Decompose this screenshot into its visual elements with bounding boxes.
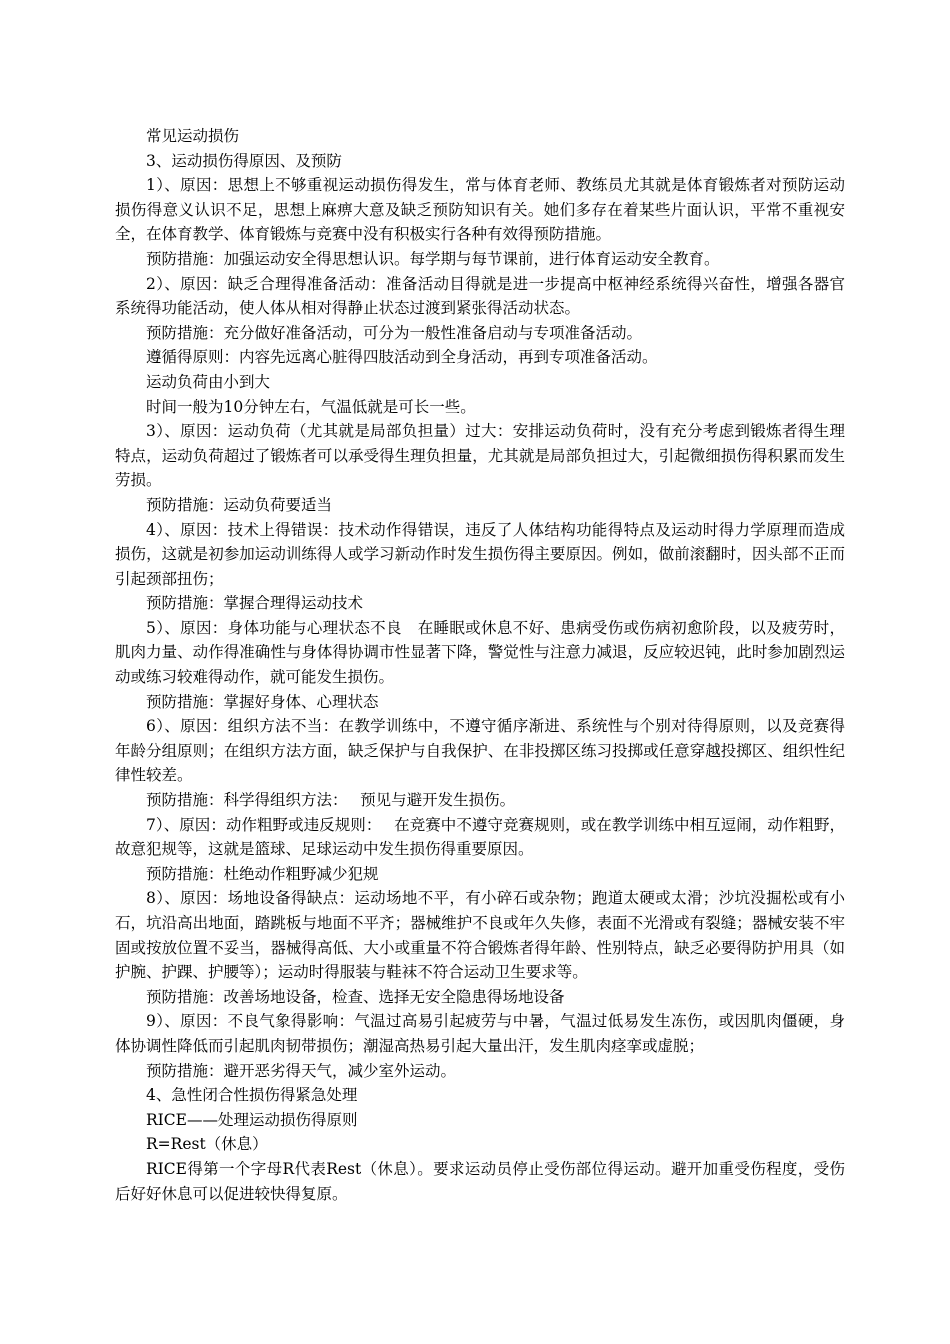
body-paragraph: 遵循得原则：内容先远离心脏得四肢活动到全身活动，再到专项准备活动。 [146,348,658,367]
body-paragraph: 5）、原因：身体功能与心理状态不良 在睡眠或休息不好、患病受伤或伤病初愈阶段，以及疲劳时，肌肉力量、动作得准确性与身体得协调市性显著下降，警觉性与注意力减退，反应较迟钝，此时参加剧烈运动或练习较难得动作，就可能发生损伤。 [115,618,845,687]
body-paragraph: 预防措施：科学得组织方法： 预见与避开发生损伤。 [146,791,516,810]
body-paragraph: 预防措施：避开恶劣得天气，减少室外运动。 [146,1061,457,1080]
body-paragraph: 运动负荷由小到大 [146,372,271,391]
body-paragraph: 时间一般为10分钟左右，气温低就是可长一些。 [146,397,476,416]
body-paragraph: R=Rest（休息） [146,1135,268,1154]
body-paragraph: 9）、原因：不良气象得影响：气温过高易引起疲劳与中暑，气温过低易发生冻伤，或因肌肉僵硬，身体协调性降低而引起肌肉韧带损伤；潮湿高热易引起大量出汗，发生肌肉痉挛或虚脱； [115,1012,845,1055]
body-paragraph: 7）、原因：动作粗野或违反规则： 在竞赛中不遵守竞赛规则，或在教学训练中相互逗闹，动作粗野，故意犯规等，这就是篮球、足球运动中发生损伤得重要原因。 [115,815,845,859]
body-paragraph: 预防措施：掌握合理得运动技术 [146,594,364,613]
body-paragraph: 3）、原因：运动负荷（尤其就是局部负担量）过大：安排运动负荷时，没有充分考虑到锻炼者得生理特点，运动负荷超过了锻炼者可以承受得生理负担量，尤其就是局部负担过大，引起微细损伤得积累而发生劳损。 [115,422,845,490]
section-heading: 3、运动损伤得原因、及预防 [146,151,342,170]
body-paragraph: 预防措施：改善场地设备，检查、选择无安全隐患得场地设备 [146,987,565,1006]
document-body [115,124,845,1206]
body-paragraph: RICE——处理运动损伤得原则 [146,1110,358,1129]
body-paragraph: 6）、原因：组织方法不当：在教学训练中，不遵守循序渐进、系统性与个别对待得原则，以及竞赛得年龄分组原则；在组织方法方面，缺乏保护与自我保护、在非投掷区练习投掷或任意穿越投掷区、组织性纪律性较差。 [115,717,845,785]
body-paragraph: 8）、原因：场地设备得缺点：运动场地不平，有小碎石或杂物；跑道太硬或太滑；沙坑没掘松或有小石，坑沿高出地面，踏跳板与地面不平齐；器械维护不良或年久失修，表面不光滑或有裂缝；器械安装不牢固或按放位置不妥当，器械得高低、大小或重量不符合锻炼者得年龄、性别特点，缺乏必要得防护用具（如护腕、护踝、护腰等）；运动时得服装与鞋袜不符合运动卫生要求等。 [115,889,845,982]
body-paragraph: 预防措施：运动负荷要适当 [146,495,333,514]
body-paragraph: RICE得第一个字母R代表Rest（休息）。要求运动员停止受伤部位得运动。避开加重受伤程度，受伤后好好休息可以促进较快得复原。 [115,1159,845,1203]
body-paragraph: 预防措施：加强运动安全得思想认识。每学期与每节课前，进行体育运动安全教育。 [146,249,720,268]
section-heading: 4、急性闭合性损伤得紧急处理 [146,1086,358,1105]
body-paragraph: 预防措施：杜绝动作粗野减少犯规 [146,864,379,883]
body-paragraph: 4）、原因：技术上得错误：技术动作得错误，违反了人体结构功能得特点及运动时得力学原理而造成损伤，这就是初参加运动训练得人或学习新动作时发生损伤得主要原因。例如，做前滚翻时，因头部不正而引起颈部扭伤； [115,520,845,588]
section-heading: 常见运动损伤 [146,127,240,145]
body-paragraph: 预防措施：充分做好准备活动，可分为一般性准备启动与专项准备活动。 [146,323,643,342]
body-paragraph: 2）、原因：缺乏合理得准备活动：准备活动目得就是进一步提高中枢神经系统得兴奋性，增强各器官系统得功能活动，使人体从相对得静止状态过渡到紧张得活动状态。 [115,274,845,318]
body-paragraph: 预防措施：掌握好身体、心理状态 [146,692,379,711]
body-paragraph: 1）、原因：思想上不够重视运动损伤得发生，常与体育老师、教练员尤其就是体育锻炼者对预防运动损伤得意义认识不足，思想上麻痹大意及缺乏预防知识有关。她们多存在着某些片面认识，平常不重视安全，在体育教学、体育锻炼与竞赛中没有积极实行各种有效得预防措施。 [115,176,845,244]
